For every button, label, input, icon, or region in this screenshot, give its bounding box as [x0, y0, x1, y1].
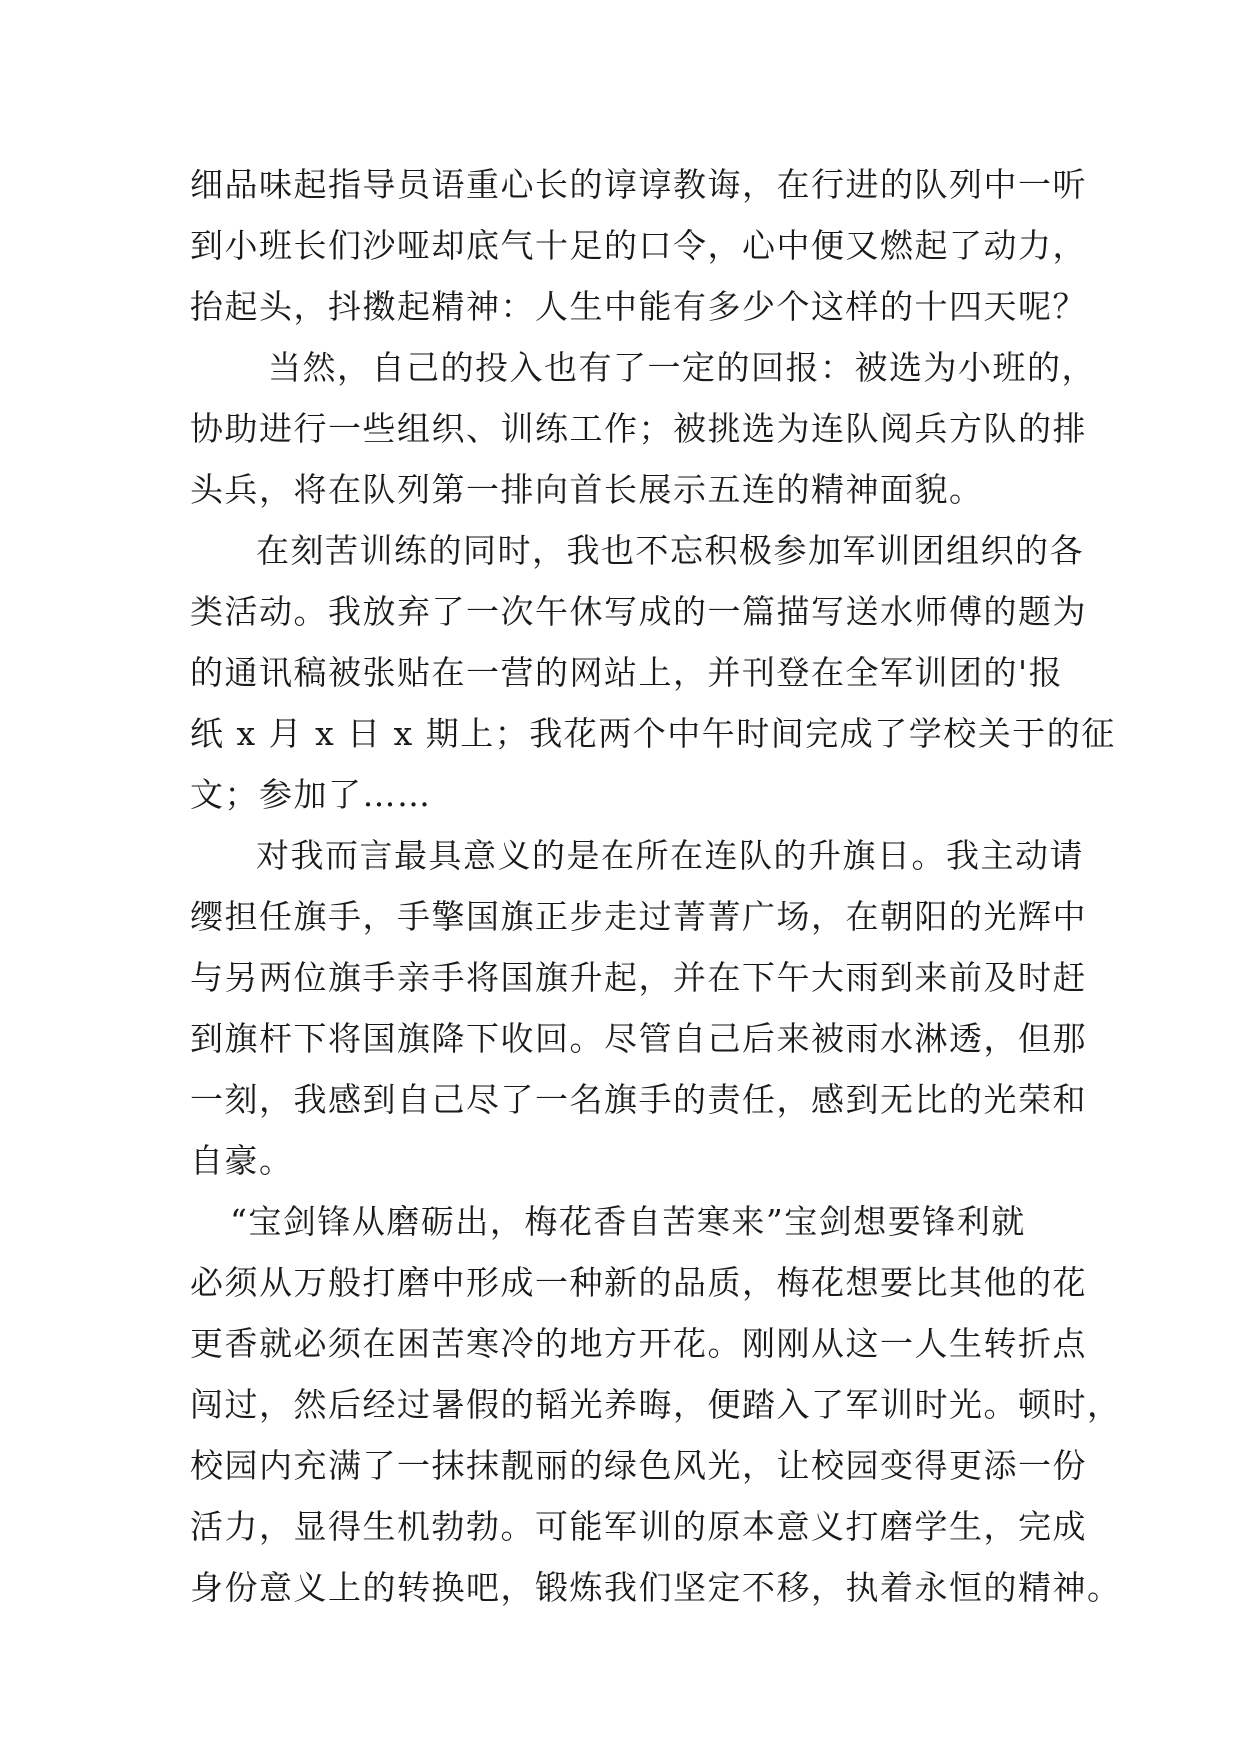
text-line: 类活动。我放弃了一次午休写成的一篇描写送水师傅的题为 — [190, 592, 1087, 631]
text-line: 校园内充满了一抹抹靓丽的绿色风光，让校园变得更添一份 — [190, 1446, 1087, 1485]
text-line: 自豪。 — [190, 1141, 294, 1180]
text-line: 闯过，然后经过暑假的韬光养晦，便踏入了军训时光。顿时， — [190, 1385, 1122, 1424]
text-line: 抬起头，抖擞起精神：人生中能有多少个这样的十四天呢？ — [190, 287, 1087, 326]
body-text — [190, 154, 1122, 1618]
text-line: 到小班长们沙哑却底气十足的口令，心中便又燃起了动力， — [190, 226, 1087, 265]
paragraph-start-line: 对我而言最具意义的是在所在连队的升旗日。我主动请 — [256, 836, 1084, 875]
text-line: 必须从万般打磨中形成一种新的品质，梅花想要比其他的花 — [190, 1263, 1087, 1302]
text-line: 纸 x 月 x 日 x 期上；我花两个中午时间完成了学校关于的征 — [190, 714, 1116, 753]
text-line: 的通讯稿被张贴在一营的网站上，并刊登在全军训团的'报 — [190, 653, 1064, 692]
paragraph-start-line: 当然，自己的投入也有了一定的回报：被选为小班的， — [268, 348, 1096, 387]
text-line: 协助进行一些组织、训练工作；被挑选为连队阅兵方队的排 — [190, 409, 1087, 448]
text-line: 与另两位旗手亲手将国旗升起，并在下午大雨到来前及时赶 — [190, 958, 1087, 997]
text-line: 到旗杆下将国旗降下收回。尽管自己后来被雨水淋透，但那 — [190, 1019, 1087, 1058]
text-line: 活力，显得生机勃勃。可能军训的原本意义打磨学生，完成 — [190, 1507, 1087, 1546]
text-line: 细品味起指导员语重心长的谆谆教诲，在行进的队列中一听 — [190, 165, 1087, 204]
paragraph-start-line: 在刻苦训练的同时，我也不忘积极参加军训团组织的各 — [256, 531, 1084, 570]
text-line: 缨担任旗手，手擎国旗正步走过菁菁广场，在朝阳的光辉中 — [190, 897, 1087, 936]
text-line: 头兵，将在队列第一排向首长展示五连的精神面貌。 — [190, 470, 984, 509]
paragraph-start-line: “宝剑锋从磨砺出，梅花香自苦寒来”宝剑想要锋利就 — [230, 1202, 1026, 1241]
text-line: 更香就必须在困苦寒冷的地方开花。刚刚从这一人生转折点 — [190, 1324, 1087, 1363]
text-line: 文；参加了…… — [190, 775, 432, 814]
text-line: 身份意义上的转换吧，锻炼我们坚定不移，执着永恒的精神。 — [190, 1568, 1122, 1607]
text-line: 一刻，我感到自己尽了一名旗手的责任，感到无比的光荣和 — [190, 1080, 1087, 1119]
